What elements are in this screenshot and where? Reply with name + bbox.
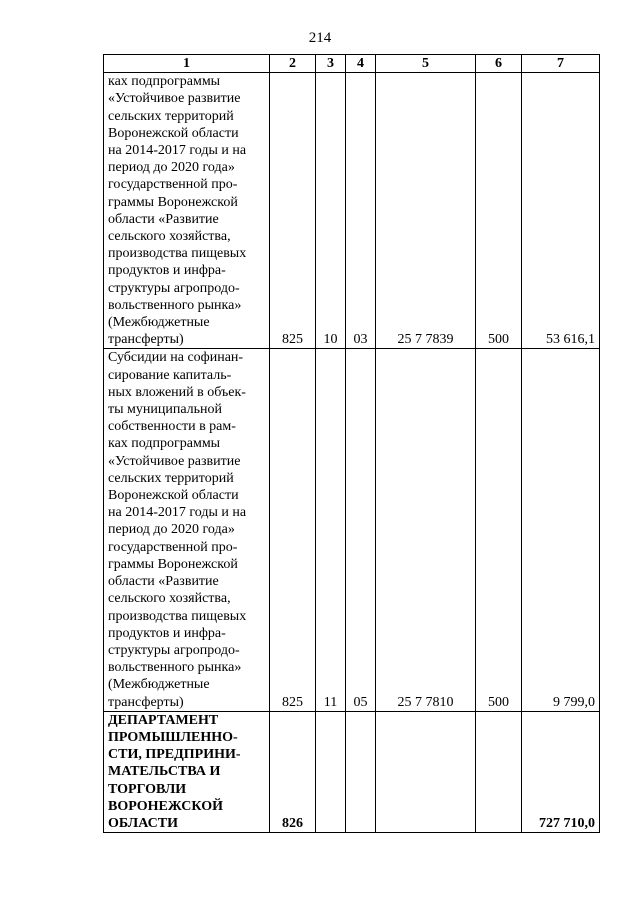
- row-description: ках подпрограммы «Устойчивое развитие сельских территорий Воронежской области на 2014-2017 годы и на период до 2020 года» государственной про- граммы Воронежской области «Развитие сельского хозяйства, производства пищевых продуктов и инфра- структуры агропродо- вольственного рынка» (Межбюджетные трансферты): [104, 73, 270, 349]
- column-header: 4: [346, 55, 376, 73]
- cell-subsection: [346, 711, 376, 832]
- column-header: 5: [376, 55, 476, 73]
- row-description: ДЕПАРТАМЕНТ ПРОМЫШЛЕННО- СТИ, ПРЕДПРИНИ- МАТЕЛЬСТВА И ТОРГОВЛИ ВОРОНЕЖСКОЙ ОБЛАСТИ: [104, 711, 270, 832]
- cell-expense-type: 500: [476, 73, 522, 349]
- column-header: 3: [316, 55, 346, 73]
- cell-amount: 727 710,0: [522, 711, 600, 832]
- cell-section: [316, 711, 346, 832]
- cell-ministry-code: 825: [270, 349, 316, 711]
- column-header: 2: [270, 55, 316, 73]
- cell-target-article: [376, 711, 476, 832]
- budget-table: [103, 54, 600, 833]
- cell-expense-type: [476, 711, 522, 832]
- page-number: 214: [308, 30, 332, 46]
- cell-subsection: 03: [346, 73, 376, 349]
- row-description: Субсидии на софинан- сирование капиталь- ных вложений в объек- ты муниципальной собственности в рам- ках подпрограммы «Устойчивое развитие сельских территорий Воронежской области на 2014-2017 годы и на период до 2020 года» государственной про- граммы Воронежской области «Развитие сельского хозяйства, производства пищевых продуктов и инфра- структуры агропродо- вольственного рынка» (Межбюджетные трансферты): [104, 349, 270, 711]
- cell-target-article: 25 7 7810: [376, 349, 476, 711]
- cell-section: 10: [316, 73, 346, 349]
- cell-expense-type: 500: [476, 349, 522, 711]
- column-header: 1: [104, 55, 270, 73]
- table-header-row: [104, 55, 600, 73]
- table-row: [104, 73, 600, 349]
- column-header: 7: [522, 55, 600, 73]
- cell-target-article: 25 7 7839: [376, 73, 476, 349]
- cell-section: 11: [316, 349, 346, 711]
- cell-subsection: 05: [346, 349, 376, 711]
- column-header: 6: [476, 55, 522, 73]
- cell-amount: 9 799,0: [522, 349, 600, 711]
- cell-ministry-code: 826: [270, 711, 316, 832]
- table-row-department-total: [104, 711, 600, 832]
- cell-amount: 53 616,1: [522, 73, 600, 349]
- table-row: [104, 349, 600, 711]
- cell-ministry-code: 825: [270, 73, 316, 349]
